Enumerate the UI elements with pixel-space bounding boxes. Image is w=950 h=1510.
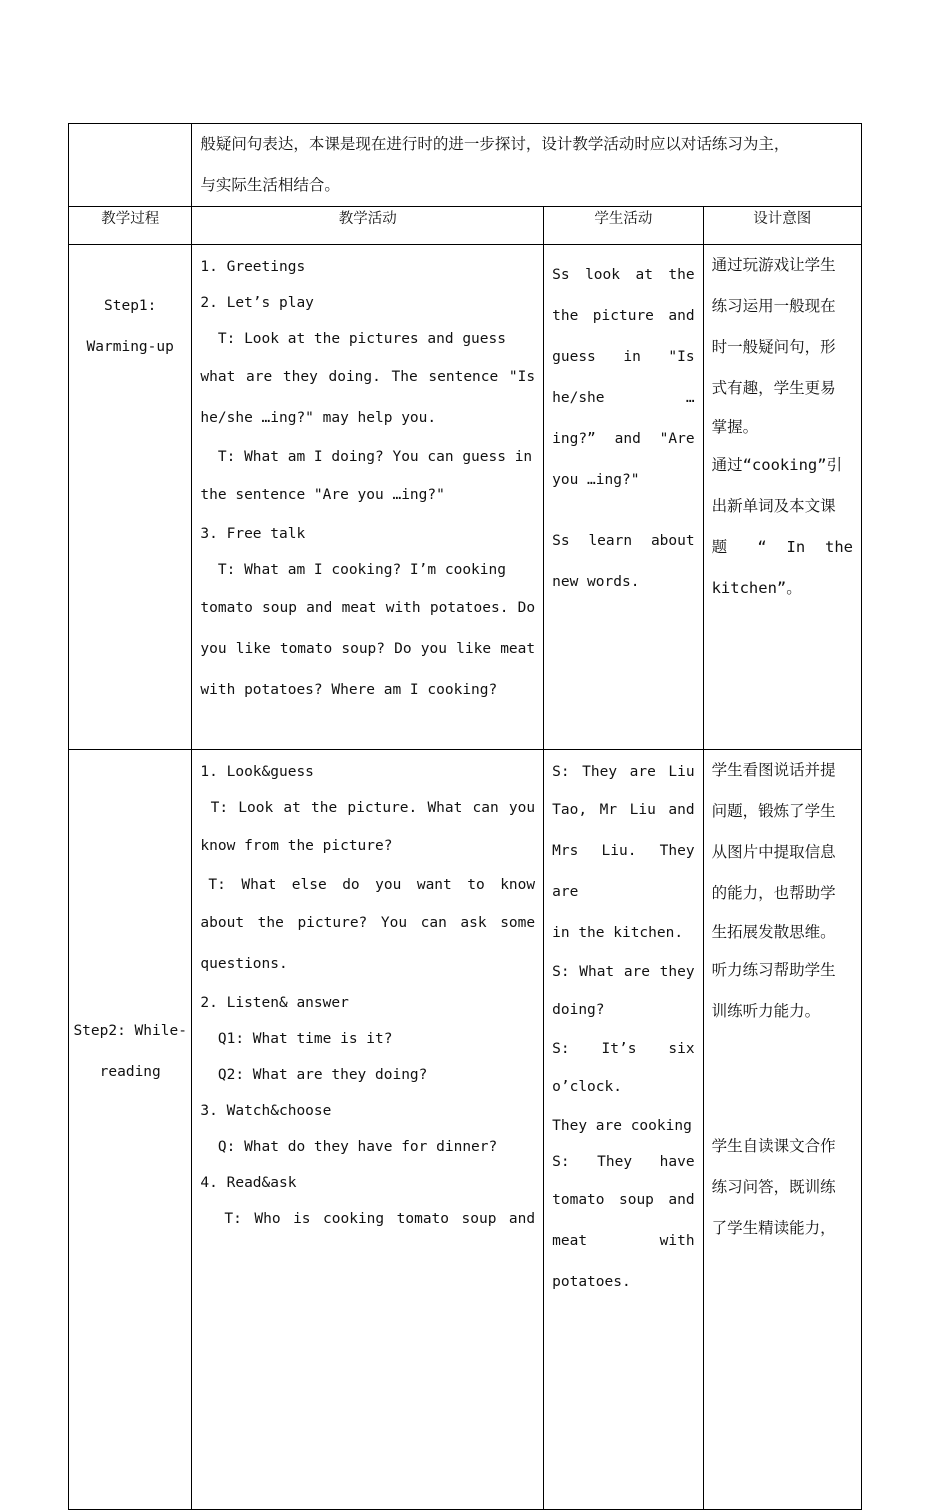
step1-label: Step1: Warming-up: [69, 245, 192, 750]
intro-text: 般疑问句表达，本课是现在进行时的进一步探讨，设计教学活动时应以对话练习为主， 与实际生活相结合。: [192, 124, 862, 207]
step1-design-purpose: 通过玩游戏让学生 练习运用一般现在 时一般疑问句，形 式有趣，学生更易 掌握。 通过“cooking”引 出新单词及本文课 题 “ In the kitchen”。: [703, 245, 861, 750]
intro-row: [69, 124, 862, 207]
step1-student-activity: Ss look at the the picture and guess in "Is he/she … ing?” and "Are you …ing?" Ss learn about new words.: [544, 245, 703, 750]
header-process: 教学过程: [69, 207, 192, 245]
header-teacher-activity: 教学活动: [192, 207, 544, 245]
intro-empty-cell: [69, 124, 192, 207]
header-design-purpose: 设计意图: [703, 207, 861, 245]
step2-teacher-activity: 1. Look&guess T: Look at the picture. What can you know from the picture? T: What else do you want to know about the picture? You can ask some questions. 2. Listen& answer Q1: What time is it? Q2: What are they doing? 3. Watch&choose Q: What do they have for dinner? 4. Read&ask T: Who is cooking tomato soup and: [192, 750, 544, 1510]
step2-row: [69, 750, 862, 1510]
lesson-plan-table: [68, 123, 862, 1510]
header-student-activity: 学生活动: [544, 207, 703, 245]
step1-row: [69, 245, 862, 750]
step2-label: Step2: While- reading: [69, 750, 192, 1510]
step2-student-activity: S: They are Liu Tao, Mr Liu and Mrs Liu. They are in the kitchen. S: What are they doing? S: It’s six o’clock. They are cooking S: They have tomato soup and meat with potatoes.: [544, 750, 703, 1510]
step1-teacher-activity: 1. Greetings 2. Let’s play T: Look at the pictures and guess what are they doing. The sentence "Is he/she …ing?" may help you. T: What am I doing? You can guess in the sentence "Are you …ing?" 3. Free talk T: What am I cooking? I’m cooking tomato soup and meat with potatoes. Do you like tomato soup? Do you like meat with potatoes? Where am I cooking?: [192, 245, 544, 750]
step2-design-purpose: 学生看图说话并提 问题，锻炼了学生 从图片中提取信息 的能力，也帮助学 生拓展发散思维。 听力练习帮助学生 训练听力能力。 学生自读课文合作 练习问答，既训练 了学生精读能力，: [703, 750, 861, 1510]
header-row: [69, 207, 862, 245]
